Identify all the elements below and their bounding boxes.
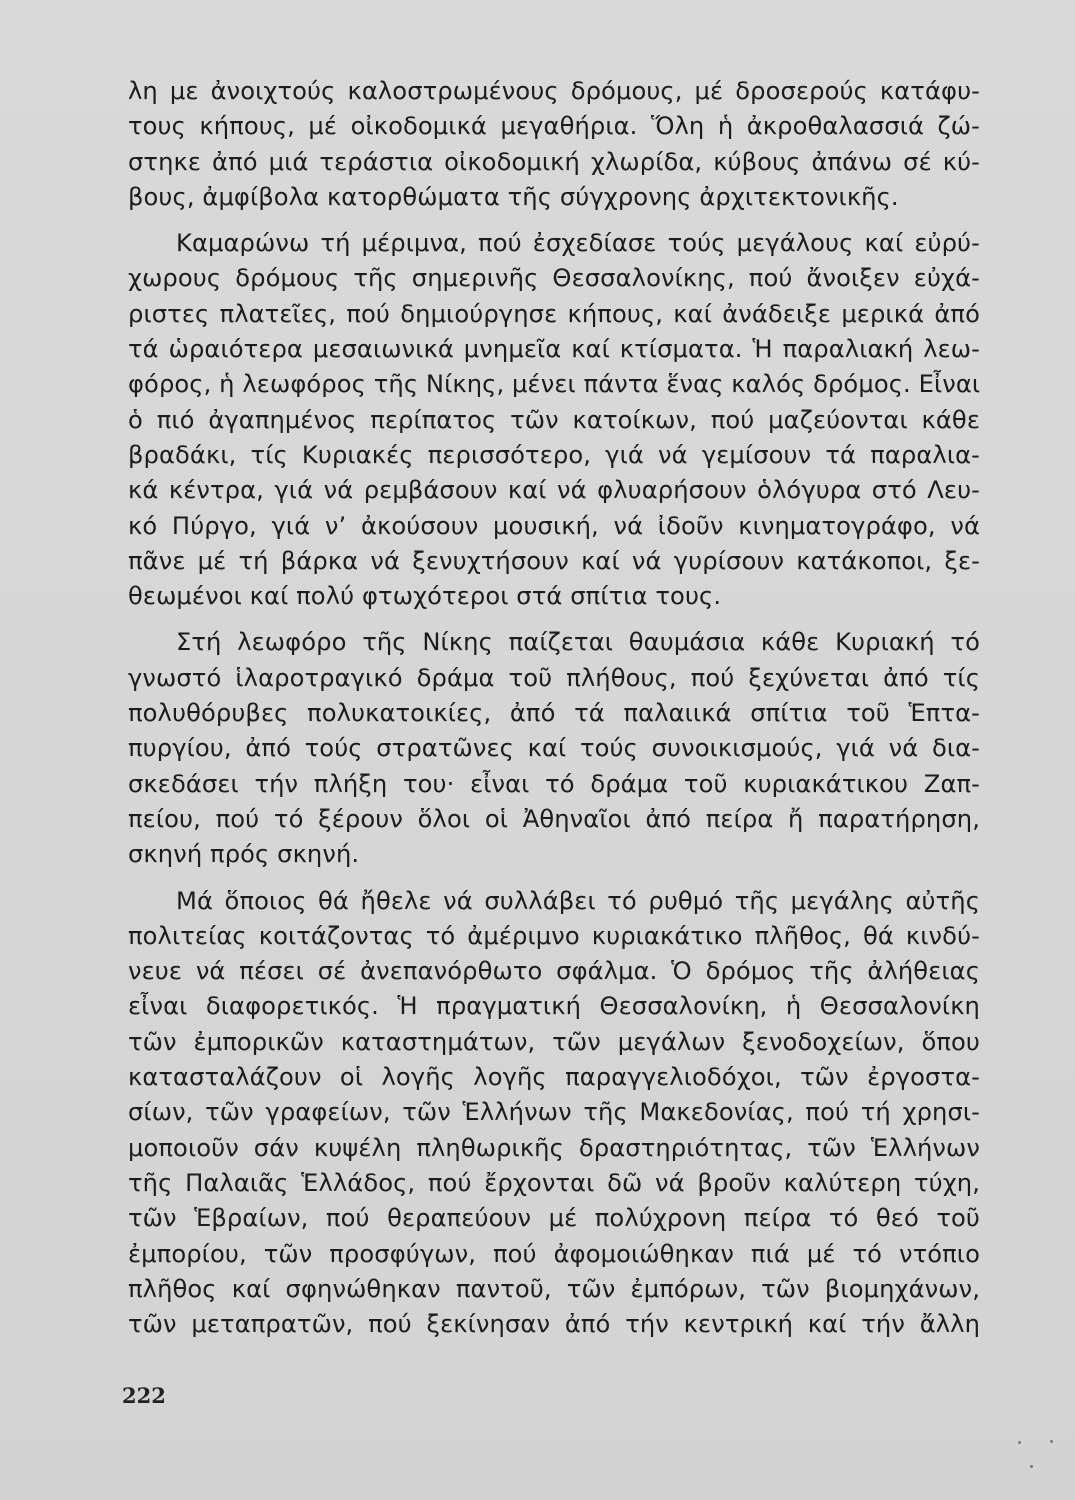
text-line: μοποιοῦν σάν κυψέλη πληθωρικῆς δραστηριότητας, τῶν Ἑλλήνων — [128, 1133, 980, 1162]
text-line: εἶναι διαφορετικός. Ἡ πραγματική Θεσσαλονίκη, ἡ Θεσσαλονίκη — [128, 992, 980, 1021]
text-line: νευε νά πέσει σέ ἀνεπανόρθωτο σφάλμα. Ὁ δρόμος τῆς ἀλήθειας — [128, 957, 980, 986]
text-line: σκεδάσει τήν πλήξη του· εἶναι τό δράμα τοῦ κυριακάτικου Ζαπ- — [128, 769, 980, 798]
text-line: Μά ὅποιος θά ἤθελε νά συλλάβει τό ρυθμό τῆς μεγάλης αὐτῆς — [176, 886, 980, 915]
paper-speck — [1050, 1440, 1053, 1443]
text-line: ὁ πιό ἀγαπημένος περίπατος τῶν κατοίκων, πού μαζεύονται κάθε — [128, 405, 980, 434]
text-line: κό Πύργο, γιά ν’ ἀκούσουν μουσική, νά ἰδοῦν κινηματογράφο, νά — [128, 511, 980, 540]
paragraph-1 — [128, 74, 980, 215]
paragraph-3 — [128, 625, 980, 872]
text-line: τά ὡραιότερα μεσαιωνικά μνημεῖα καί κτίσματα. Ἡ παραλιακή λεω- — [128, 335, 980, 364]
text-line: τῶν ἐμπορικῶν καταστημάτων, τῶν μεγάλων ξενοδοχείων, ὅπου — [128, 1027, 980, 1056]
text-line: στηκε ἀπό μιά τεράστια οἰκοδομική χλωρίδα, κύβους ἀπάνω σέ κύ- — [128, 147, 980, 176]
paragraph-4 — [128, 884, 980, 1343]
text-line: Καμαρώνω τή μέριμνα, πού ἐσχεδίασε τούς μεγάλους καί εὐρύ- — [176, 229, 980, 258]
text-line: πείου, πού τό ξέρουν ὅλοι οἱ Ἀθηναῖοι ἀπό πείρα ἤ παρατήρηση, — [128, 804, 980, 833]
body-text — [128, 74, 980, 1353]
text-line: πυργίου, ἀπό τούς στρατῶνες καί τούς συνοικισμούς, γιά νά δια- — [128, 734, 980, 763]
text-line: φόρος, ἡ λεωφόρος τῆς Νίκης, μένει πάντα ἕνας καλός δρόμος. Εἶναι — [128, 370, 981, 399]
text-line: Στή λεωφόρο τῆς Νίκης παίζεται θαυμάσια κάθε Κυριακή τό — [176, 628, 980, 657]
text-line: πολιτείας κοιτάζοντας τό ἀμέριμνο κυριακάτικο πλῆθος, θά κινδύ- — [128, 921, 980, 950]
text-line: χωρους δρόμους τῆς σημερινῆς Θεσσαλονίκης, πού ἄνοιξεν εὐχά- — [128, 264, 980, 293]
paragraph-2 — [128, 226, 980, 614]
text-line: βραδάκι, τίς Κυριακές περισσότερο, γιά νά γεμίσουν τά παραλια- — [128, 440, 980, 469]
text-line: γνωστό ἱλαροτραγικό δράμα τοῦ πλήθους, πού ξεχύνεται ἀπό τίς — [128, 663, 980, 692]
text-line: πᾶνε μέ τή βάρκα νά ξενυχτήσουν καί νά γυρίσουν κατάκοποι, ξε- — [128, 546, 980, 575]
page-number: 222 — [122, 1383, 166, 1408]
text-line: κά κέντρα, γιά νά ρεμβάσουν καί νά φλυαρήσουν ὁλόγυρα στό Λευ- — [128, 476, 980, 505]
text-line: πολυθόρυβες πολυκατοικίες, ἀπό τά παλαιικά σπίτια τοῦ Ἑπτα- — [128, 699, 980, 728]
text-line: σίων, τῶν γραφείων, τῶν Ἑλλήνων τῆς Μακεδονίας, πού τή χρησι- — [128, 1098, 980, 1127]
paper-speck — [1018, 1441, 1021, 1444]
text-line: σκηνή πρός σκηνή. — [128, 840, 360, 869]
text-line: βους, ἀμφίβολα κατορθώματα τῆς σύγχρονης ἀρχιτεκτονικῆς. — [128, 182, 899, 211]
text-line: τῶν Ἑβραίων, πού θεραπεύουν μέ πολύχρονη πείρα τό θεό τοῦ — [128, 1204, 980, 1233]
text-line: ἐμπορίου, τῶν προσφύγων, πού ἀφομοιώθηκαν πιά μέ τό ντόπιο — [128, 1239, 980, 1268]
text-line: τῆς Παλαιᾶς Ἑλλάδος, πού ἔρχονται δῶ νά βροῦν καλύτερη τύχη, — [128, 1168, 980, 1197]
paper-speck — [1030, 1465, 1033, 1468]
text-line: τῶν μεταπρατῶν, πού ξεκίνησαν ἀπό τήν κεντρική καί τήν ἄλλη — [128, 1310, 980, 1339]
text-line: ριστες πλατεῖες, πού δημιούργησε κήπους, καί ἀνάδειξε μερικά ἀπό — [128, 299, 980, 328]
text-line: πλῆθος καί σφηνώθηκαν παντοῦ, τῶν ἐμπόρων, τῶν βιομηχάνων, — [128, 1274, 980, 1303]
text-line: τους κήπους, μέ οἰκοδομικά μεγαθήρια. Ὅλη ἡ ἀκροθαλασσιά ζώ- — [128, 112, 980, 141]
text-line: λη με ἀνοιχτούς καλοστρωμένους δρόμους, μέ δροσερούς κατάφυ- — [128, 77, 980, 105]
text-line: θεωμένοι καί πολύ φτωχότεροι στά σπίτια τους. — [128, 582, 722, 611]
text-line: κατασταλάζουν οἱ λογῆς λογῆς παραγγελιοδόχοι, τῶν ἐργοστα- — [128, 1063, 980, 1092]
